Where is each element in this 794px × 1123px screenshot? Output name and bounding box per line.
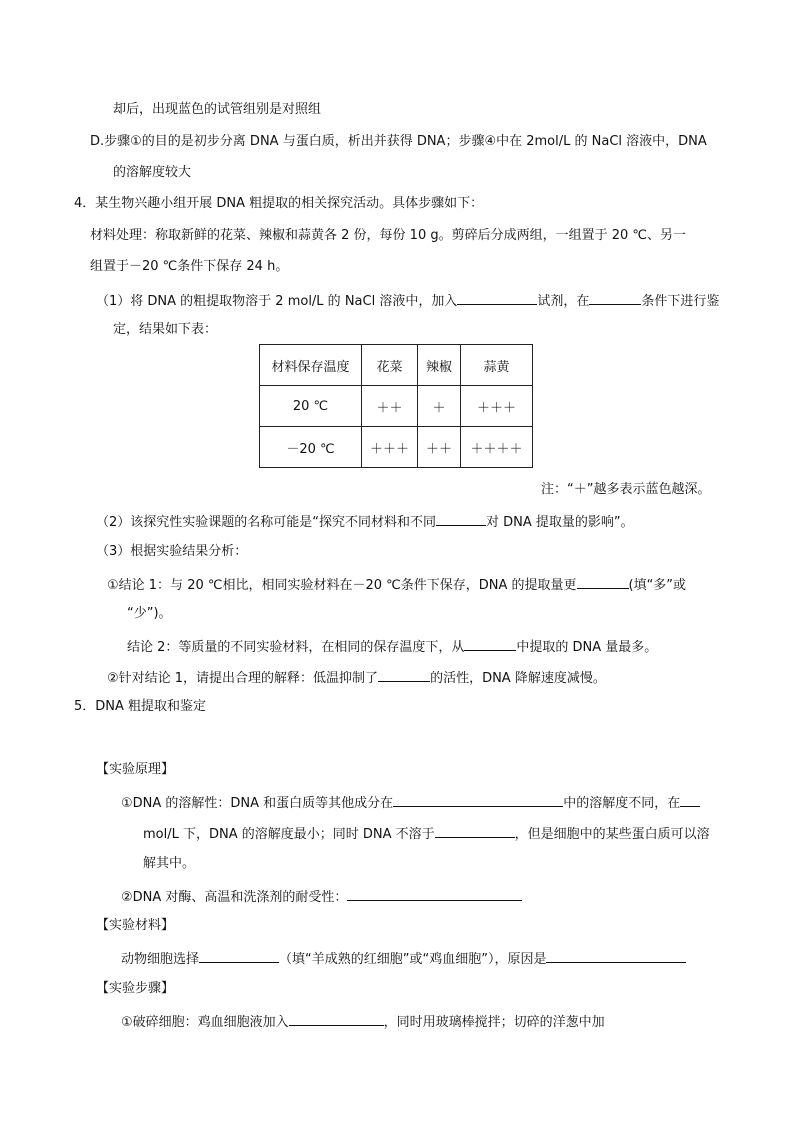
table-header-cell: 蒜黄 [461,345,533,386]
section-heading: 【实验材料】 [96,918,175,933]
text-line: “少”)。 [127,606,172,621]
text-segment: 动物细胞选择 [121,952,200,967]
question-4-title: 4．某生物兴趣小组开展 DNA 粗提取的相关探究活动。具体步骤如下： [74,196,484,211]
explanation [107,667,606,688]
text-segment: mol/L 下，DNA 的溶解度最小；同时 DNA 不溶于 [143,827,435,842]
text-segment: ①破碎细胞：鸡血细胞液加入 [121,1015,289,1030]
answer-blank[interactable] [577,574,629,589]
answer-blank[interactable] [546,948,686,963]
table-row [260,427,533,468]
question-4-1 [96,290,719,311]
answer-blank[interactable] [589,290,641,305]
text-segment: 的活性，DNA 降解速度减慢。 [430,671,606,686]
section-heading: 【实验步骤】 [96,981,175,996]
text-segment: (填“多”或 [628,578,687,593]
table-cell: －20 ℃ [260,427,362,468]
text-line: 定，结果如下表： [113,322,218,337]
material-line [121,948,686,969]
text-segment: 对 DNA 提取量的影响”。 [486,515,634,530]
answer-blank[interactable] [457,290,537,305]
table-header-cell: 材料保存温度 [260,345,362,386]
answer-blank[interactable] [435,823,515,838]
text-line: 材料处理：称取新鲜的花菜、辣椒和蒜黄各 2 份，每份 10 g。剪碎后分成两组，一组置于 20 ℃、另一 [90,228,687,243]
text-segment: ①DNA 的溶解性：DNA 和蛋白质等其他成分在 [121,796,394,811]
table-header-cell: 花菜 [362,345,418,386]
text-segment: 中的溶解度不同，在 [563,796,681,811]
text-line: 解其中。 [143,856,196,871]
answer-blank[interactable] [347,886,522,901]
text-line: 的溶解度较大 [113,165,192,180]
text-segment: （2）该探究性实验课题的名称可能是“探究不同材料和不同 [96,515,437,530]
text-segment: （1）将 DNA 的粗提取物溶于 2 mol/L 的 NaCl 溶液中，加入 [96,294,458,309]
text-segment: 试剂，在 [537,294,590,309]
text-line [143,823,710,844]
text-segment: 结论 2：等质量的不同实验材料，在相同的保存温度下，从 [127,640,465,655]
table-cell: ＋＋ [362,386,418,427]
question-4-2 [96,511,634,532]
answer-blank[interactable] [680,792,700,807]
answer-blank[interactable] [378,667,430,682]
question-5-title: 5．DNA 粗提取和鉴定 [74,699,207,714]
principle-1 [121,792,700,813]
text-segment: ①结论 1：与 20 ℃相比，相同实验材料在－20 ℃条件下保存，DNA 的提取量更 [107,578,577,593]
table-header-row [260,345,533,386]
text-segment: ②针对结论 1，请提出合理的解释：低温抑制了 [107,671,379,686]
question-4-3: （3）根据实验结果分析： [96,544,248,559]
text-line: 组置于－20 ℃条件下保存 24 h。 [90,259,289,274]
table-cell: ＋＋＋ [362,427,418,468]
table-cell: ＋＋ [418,427,461,468]
text-segment: ②DNA 对酶、高温和洗涤剂的耐受性： [121,890,348,905]
table-note: 注：“＋”越多表示蓝色越深。 [541,482,711,497]
answer-blank[interactable] [436,511,486,526]
result-table [259,344,533,468]
section-heading: 【实验原理】 [96,762,175,777]
table-cell: ＋＋＋＋ [461,427,533,468]
answer-blank[interactable] [393,792,563,807]
conclusion-1 [107,574,686,595]
table-cell: ＋＋＋ [461,386,533,427]
answer-blank[interactable] [289,1011,384,1026]
step-1 [121,1011,605,1032]
text-segment: 条件下进行鉴 [641,294,720,309]
answer-blank[interactable] [464,636,516,651]
text-segment: 中提取的 DNA 量最多。 [516,640,658,655]
table-cell: ＋ [418,386,461,427]
text-line: 却后，出现蓝色的试管组别是对照组 [113,102,322,117]
option-d: D.步骤①的目的是初步分离 DNA 与蛋白质，析出并获得 DNA；步骤④中在 2mol/L 的 NaCl 溶液中，DNA [90,134,707,149]
table-cell: 20 ℃ [260,386,362,427]
text-segment: ，同时用玻璃棒搅拌；切碎的洋葱中加 [383,1015,605,1030]
text-segment: （填“羊成熟的红细胞”或“鸡血细胞”），原因是 [279,952,547,967]
text-segment: ，但是细胞中的某些蛋白质可以溶 [514,827,710,842]
table-header-cell: 辣椒 [418,345,461,386]
table-row [260,386,533,427]
principle-2 [121,886,522,907]
answer-blank[interactable] [199,948,279,963]
conclusion-2 [127,636,657,657]
